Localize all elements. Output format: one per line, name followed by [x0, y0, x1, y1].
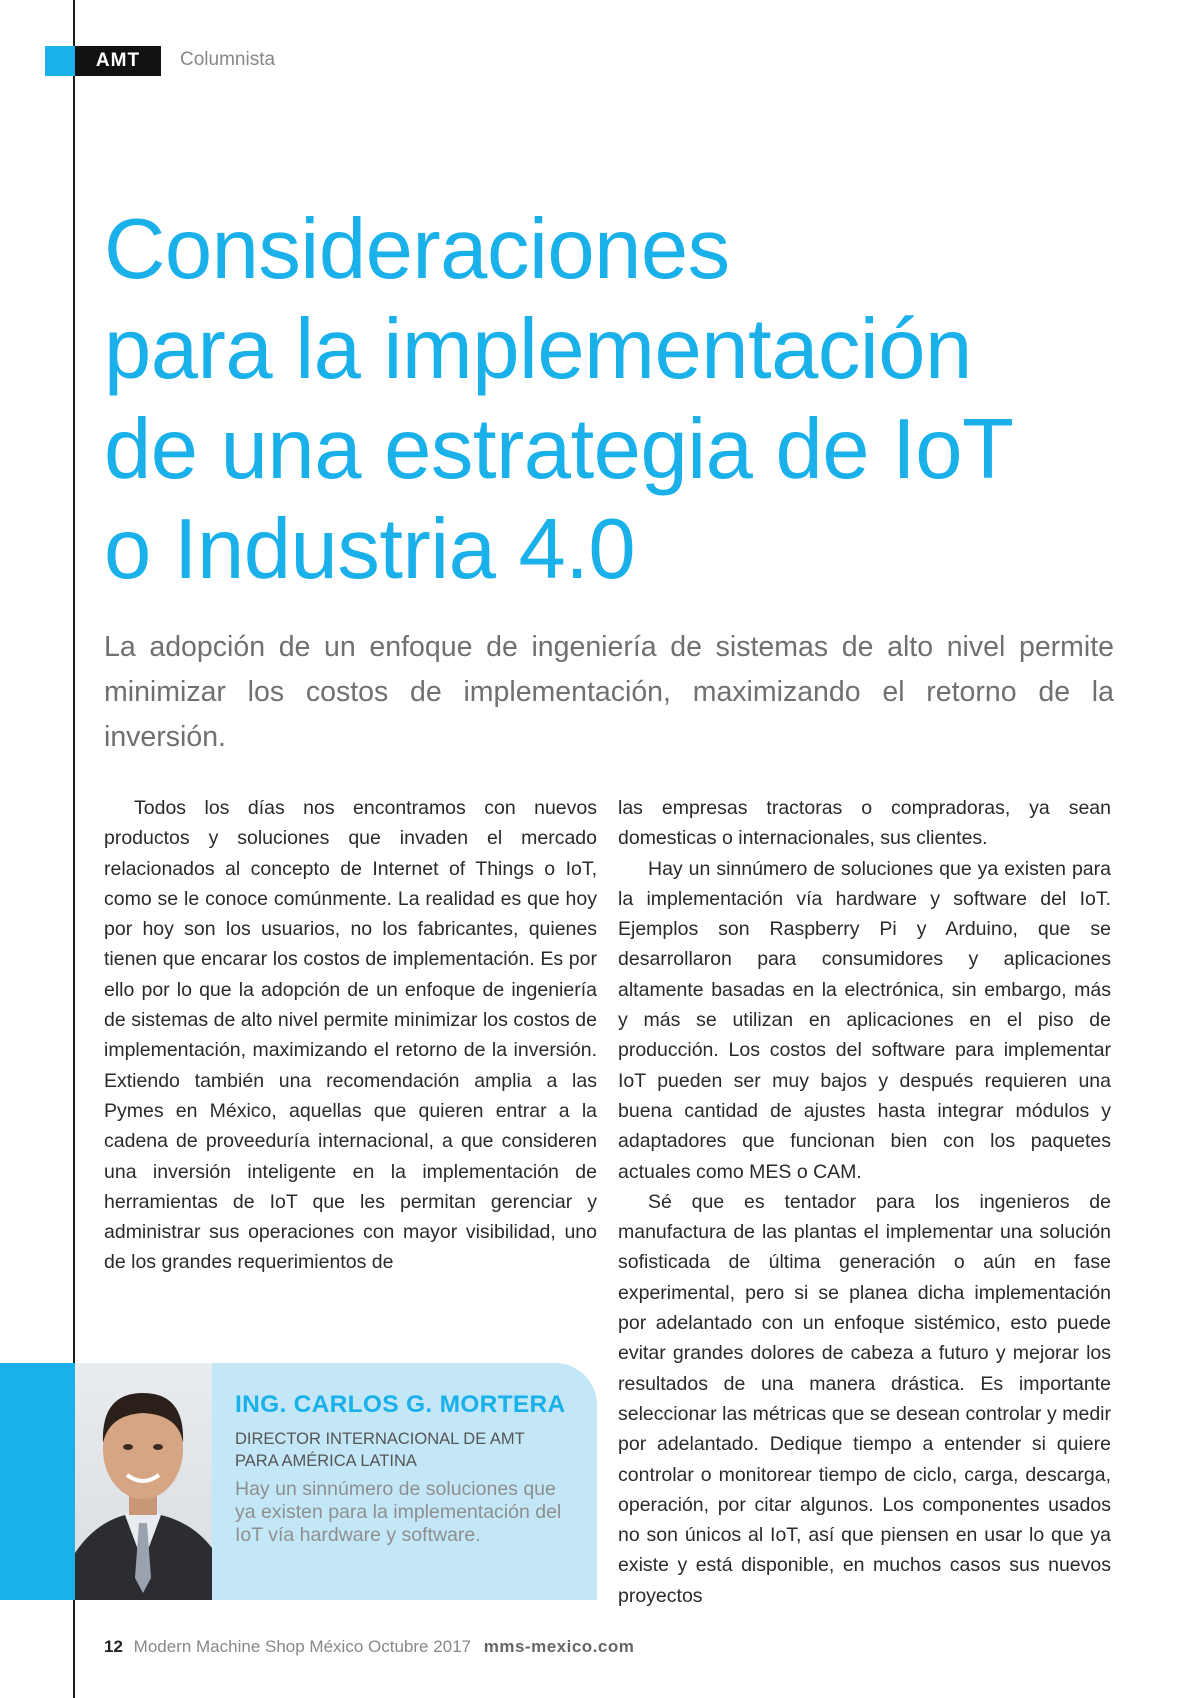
author-role-line: PARA AMÉRICA LATINA [235, 1452, 417, 1470]
title-line: de una estrategia de IoT [104, 402, 1014, 497]
author-name: ING. CARLOS G. MORTERA [235, 1391, 566, 1418]
article-title [104, 200, 1013, 600]
header-accent-bar [45, 46, 75, 76]
page-footer [104, 1637, 634, 1657]
author-quote: Hay un sinnúmero de soluciones que ya existen para la implementación del IoT vía hardware y software. [235, 1478, 562, 1546]
body-paragraph: Todos los días nos encontramos con nuevos productos y soluciones que invaden el mercado relacionados al concepto de Internet of Things o IoT, como se le conoce comúnmente. La realidad es que hoy por hoy son los usuarios, no los fabricantes, quienes tienen que encarar los costos de implementación. Es por ello por lo que la adopción de un enfoque de ingeniería de sistemas de alto nivel permite minimizar los costos de implementación, maximizando el retorno de la inversión. Extiendo también una recomendación amplia a las Pymes en México, aquellas que quieren entrar a la cadena de proveeduría internacional, a que consideren una inversión inteligente en la implementación de herramientas de IoT que les permitan gerenciar y administrar sus operaciones con mayor visibilidad, uno de los grandes requerimientos de [104, 797, 597, 1274]
title-line: o Industria 4.0 [104, 502, 636, 597]
title-line: Consideraciones [104, 202, 730, 297]
author-portrait-icon [75, 1363, 212, 1600]
body-column-right [618, 793, 1111, 1611]
body-paragraph: las empresas tractoras o compradoras, ya sean domesticas o internacionales, sus clientes. [618, 797, 1111, 850]
bio-accent-bar [0, 1363, 75, 1600]
page-number: 12 [104, 1637, 123, 1656]
publication-name: Modern Machine Shop México Octubre 2017 [133, 1637, 472, 1656]
author-photo [75, 1363, 212, 1600]
title-line: para la implementación [104, 302, 972, 397]
section-label: Columnista [180, 49, 276, 70]
publication-url[interactable]: mms-mexico.com [483, 1637, 635, 1656]
author-role-line: DIRECTOR INTERNACIONAL DE AMT [235, 1430, 525, 1448]
article-deck: La adopción de un enfoque de ingeniería de sistemas de alto nivel permite minimizar los costos de implementación, maximizando el retorno de la inversión. [104, 631, 1114, 753]
header-badge: AMT [75, 46, 161, 76]
body-column-left [104, 793, 597, 1278]
body-paragraph: Hay un sinnúmero de soluciones que ya existen para la implementación vía hardware y software del IoT. Ejemplos son Raspberry Pi y Arduino, que se desarrollaron para consumidores y aplicaciones altamente basadas en la electrónica, sin embargo, más y más se utilizan en aplicaciones en el piso de producción. Los costos del software para implementar IoT pueden ser muy bajos y después requieren una buena cantidad de ajustes hasta integrar módulos y adaptadores que funcionan bien con los paquetes actuales como MES o CAM. [618, 857, 1111, 1183]
author-role [235, 1428, 575, 1472]
body-paragraph: Sé que es tentador para los ingenieros de manufactura de las plantas el implementar una solución sofisticada de última generación o aún en fase experimental, pero si se planea dicha implementación por adelantado con un enfoque sistémico, esto puede evitar grandes dolores de cabeza a futuro y mejorar los resultados de una manera drástica. Es importante seleccionar las métricas que se desean controlar y medir por adelantado. Dedique tiempo a entender si quiere controlar o monitorear tiempo de ciclo, carga, descarga, operación, por citar algunos. Los componentes usados no son únicos al IoT, así que piensen en usar lo que ya existe y está disponible, en muchos casos sus nuevos proyectos [618, 1190, 1111, 1607]
